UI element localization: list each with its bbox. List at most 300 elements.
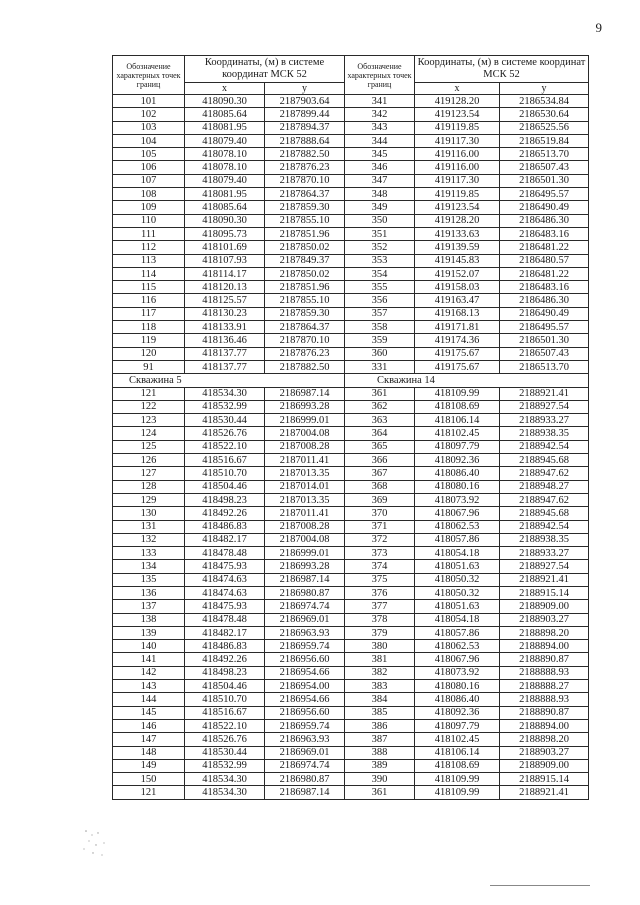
cell-x-right: 418102.45 (415, 733, 500, 746)
cell-y-left: 2187855.10 (265, 214, 345, 227)
cell-point-right: 382 (345, 666, 415, 679)
cell-x-left: 418532.99 (185, 400, 265, 413)
cell-point-left: 107 (113, 174, 185, 187)
table-row (113, 241, 589, 254)
cell-x-left: 418079.40 (185, 134, 265, 147)
cell-point-left: 137 (113, 600, 185, 613)
cell-point-right: 348 (345, 188, 415, 201)
table-row (113, 267, 589, 280)
cell-point-right: 356 (345, 294, 415, 307)
cell-point-left: 102 (113, 108, 185, 121)
table-row (113, 108, 589, 121)
table-row (113, 640, 589, 653)
cell-x-left: 418475.93 (185, 560, 265, 573)
cell-y-right: 2188945.68 (500, 507, 589, 520)
cell-point-right: 345 (345, 148, 415, 161)
cell-y-right: 2188933.27 (500, 547, 589, 560)
cell-y-left: 2186999.01 (265, 547, 345, 560)
table-row (113, 95, 589, 108)
table-row (113, 254, 589, 267)
cell-point-left: 136 (113, 586, 185, 599)
cell-x-left: 418125.57 (185, 294, 265, 307)
table-row (113, 214, 589, 227)
cell-y-right: 2188890.87 (500, 706, 589, 719)
cell-point-right: 360 (345, 347, 415, 360)
table-row (113, 733, 589, 746)
cell-x-left: 418120.13 (185, 281, 265, 294)
table-row (113, 454, 589, 467)
cell-point-left: 125 (113, 440, 185, 453)
cell-point-left: 135 (113, 573, 185, 586)
cell-y-right: 2188890.87 (500, 653, 589, 666)
cell-x-right: 419119.85 (415, 188, 500, 201)
cell-point-left: 113 (113, 254, 185, 267)
header-y-right: y (500, 83, 589, 95)
cell-point-left: 126 (113, 454, 185, 467)
cell-point-left: 117 (113, 307, 185, 320)
cell-point-left: 111 (113, 227, 185, 240)
cell-point-right: 386 (345, 719, 415, 732)
header-x-right: x (415, 83, 500, 95)
cell-x-right: 418057.86 (415, 626, 500, 639)
cell-x-left: 418474.63 (185, 573, 265, 586)
cell-x-right: 419117.30 (415, 174, 500, 187)
cell-y-left: 2186974.74 (265, 759, 345, 772)
cell-x-right: 419133.63 (415, 227, 500, 240)
cell-point-right: 350 (345, 214, 415, 227)
cell-y-right: 2188938.35 (500, 427, 589, 440)
cell-y-left: 2186954.66 (265, 693, 345, 706)
cell-x-right: 419128.20 (415, 214, 500, 227)
cell-x-right: 418108.69 (415, 400, 500, 413)
cell-y-right: 2186501.30 (500, 334, 589, 347)
cell-x-right: 419145.83 (415, 254, 500, 267)
cell-y-left: 2187876.23 (265, 347, 345, 360)
cell-x-left: 418492.26 (185, 507, 265, 520)
cell-point-right: 390 (345, 773, 415, 786)
cell-point-left: 121 (113, 786, 185, 799)
cell-x-left: 418482.17 (185, 626, 265, 639)
cell-y-left: 2187855.10 (265, 294, 345, 307)
cell-x-right: 418109.99 (415, 786, 500, 799)
header-coords-right: Координаты, (м) в системе координат МСК 52 (415, 56, 589, 83)
cell-point-right: 363 (345, 414, 415, 427)
cell-x-left: 418522.10 (185, 440, 265, 453)
table-body (113, 95, 589, 800)
cell-point-right: 358 (345, 321, 415, 334)
cell-point-left: 122 (113, 400, 185, 413)
cell-point-left: 129 (113, 493, 185, 506)
cell-y-left: 2186974.74 (265, 600, 345, 613)
cell-point-left: 104 (113, 134, 185, 147)
cell-x-right: 418050.32 (415, 573, 500, 586)
table-row (113, 693, 589, 706)
cell-x-right: 419116.00 (415, 161, 500, 174)
cell-point-left: 141 (113, 653, 185, 666)
cell-x-right: 418054.18 (415, 613, 500, 626)
cell-y-left: 2187011.41 (265, 454, 345, 467)
table-row (113, 294, 589, 307)
cell-point-right: 344 (345, 134, 415, 147)
cell-point-right: 377 (345, 600, 415, 613)
cell-x-right: 419168.13 (415, 307, 500, 320)
table-row (113, 746, 589, 759)
table-row (113, 201, 589, 214)
cell-point-right: 387 (345, 733, 415, 746)
cell-x-right: 418086.40 (415, 693, 500, 706)
cell-x-left: 418526.76 (185, 733, 265, 746)
cell-point-right: 352 (345, 241, 415, 254)
cell-x-left: 418085.64 (185, 108, 265, 121)
cell-x-left: 418478.48 (185, 613, 265, 626)
cell-x-right: 419116.00 (415, 148, 500, 161)
cell-y-right: 2188898.20 (500, 626, 589, 639)
cell-y-right: 2188921.41 (500, 387, 589, 400)
cell-y-left: 2187899.44 (265, 108, 345, 121)
cell-y-left: 2186987.14 (265, 786, 345, 799)
table-row (113, 493, 589, 506)
table-row (113, 188, 589, 201)
table-row (113, 347, 589, 360)
cell-y-left: 2187859.30 (265, 201, 345, 214)
cell-y-left: 2186963.93 (265, 733, 345, 746)
table-row (113, 334, 589, 347)
cell-x-right: 419171.81 (415, 321, 500, 334)
cell-point-right: 378 (345, 613, 415, 626)
cell-x-left: 418081.95 (185, 121, 265, 134)
cell-x-left: 418504.46 (185, 480, 265, 493)
cell-y-left: 2187013.35 (265, 493, 345, 506)
cell-x-left: 418081.95 (185, 188, 265, 201)
cell-x-left: 418114.17 (185, 267, 265, 280)
cell-y-right: 2186495.57 (500, 321, 589, 334)
cell-y-right: 2186530.64 (500, 108, 589, 121)
cell-y-left: 2186959.74 (265, 640, 345, 653)
table-row (113, 706, 589, 719)
table-row (113, 680, 589, 693)
cell-x-right: 418062.53 (415, 640, 500, 653)
cell-x-left: 418516.67 (185, 706, 265, 719)
cell-y-left: 2187850.02 (265, 267, 345, 280)
cell-point-right: 368 (345, 480, 415, 493)
cell-point-left: 120 (113, 347, 185, 360)
cell-x-right: 418106.14 (415, 746, 500, 759)
table-row (113, 281, 589, 294)
table-row (113, 174, 589, 187)
cell-y-right: 2186486.30 (500, 214, 589, 227)
cell-y-right: 2186480.57 (500, 254, 589, 267)
cell-point-left: 144 (113, 693, 185, 706)
cell-point-right: 361 (345, 786, 415, 799)
cell-y-right: 2186483.16 (500, 227, 589, 240)
cell-point-right: 365 (345, 440, 415, 453)
cell-point-left: 118 (113, 321, 185, 334)
subheader-right: Скважина 14 (345, 374, 589, 387)
table-row (113, 586, 589, 599)
table-row (113, 387, 589, 400)
cell-y-left: 2187859.30 (265, 307, 345, 320)
cell-y-left: 2186956.60 (265, 706, 345, 719)
scan-marks (78, 825, 138, 865)
cell-x-left: 418478.48 (185, 547, 265, 560)
bottom-rule (490, 885, 590, 886)
cell-x-left: 418510.70 (185, 467, 265, 480)
table-row (113, 148, 589, 161)
cell-y-left: 2186987.14 (265, 387, 345, 400)
cell-point-right: 357 (345, 307, 415, 320)
cell-y-right: 2186513.70 (500, 360, 589, 373)
cell-point-right: 385 (345, 706, 415, 719)
cell-y-right: 2188915.14 (500, 586, 589, 599)
cell-y-right: 2188948.27 (500, 480, 589, 493)
cell-x-right: 418102.45 (415, 427, 500, 440)
cell-y-left: 2186954.00 (265, 680, 345, 693)
cell-y-left: 2186987.14 (265, 573, 345, 586)
cell-x-right: 419152.07 (415, 267, 500, 280)
cell-y-right: 2186507.43 (500, 347, 589, 360)
table-row (113, 480, 589, 493)
cell-y-left: 2187894.37 (265, 121, 345, 134)
cell-y-left: 2187903.64 (265, 95, 345, 108)
cell-y-right: 2188927.54 (500, 560, 589, 573)
cell-y-right: 2186507.43 (500, 161, 589, 174)
cell-y-right: 2188894.00 (500, 640, 589, 653)
cell-point-right: 383 (345, 680, 415, 693)
cell-y-left: 2187013.35 (265, 467, 345, 480)
header-coords-left: Координаты, (м) в системе координат МСК 52 (185, 56, 345, 83)
cell-y-left: 2186980.87 (265, 773, 345, 786)
cell-y-right: 2188903.27 (500, 746, 589, 759)
table-row (113, 560, 589, 573)
table-row (113, 719, 589, 732)
cell-point-left: 127 (113, 467, 185, 480)
cell-point-right: 374 (345, 560, 415, 573)
cell-y-right: 2186490.49 (500, 307, 589, 320)
table-row (113, 427, 589, 440)
cell-y-right: 2186486.30 (500, 294, 589, 307)
cell-y-right: 2186483.16 (500, 281, 589, 294)
cell-y-left: 2186969.01 (265, 746, 345, 759)
cell-x-right: 418051.63 (415, 560, 500, 573)
cell-x-left: 418534.30 (185, 773, 265, 786)
cell-y-right: 2188947.62 (500, 493, 589, 506)
cell-point-left: 114 (113, 267, 185, 280)
cell-y-left: 2187849.37 (265, 254, 345, 267)
cell-y-left: 2186956.60 (265, 653, 345, 666)
cell-x-left: 418516.67 (185, 454, 265, 467)
cell-y-right: 2188942.54 (500, 520, 589, 533)
cell-point-right: 379 (345, 626, 415, 639)
cell-y-left: 2187014.01 (265, 480, 345, 493)
cell-y-left: 2186993.28 (265, 560, 345, 573)
cell-point-left: 143 (113, 680, 185, 693)
cell-point-right: 376 (345, 586, 415, 599)
cell-x-left: 418498.23 (185, 493, 265, 506)
table-row (113, 613, 589, 626)
cell-y-left: 2186969.01 (265, 613, 345, 626)
cell-x-right: 418080.16 (415, 680, 500, 693)
table-row (113, 573, 589, 586)
cell-y-left: 2186999.01 (265, 414, 345, 427)
cell-y-left: 2187011.41 (265, 507, 345, 520)
cell-point-right: 371 (345, 520, 415, 533)
cell-x-right: 419175.67 (415, 360, 500, 373)
cell-point-right: 342 (345, 108, 415, 121)
cell-x-left: 418510.70 (185, 693, 265, 706)
cell-point-right: 347 (345, 174, 415, 187)
table-row (113, 134, 589, 147)
cell-x-right: 418092.36 (415, 454, 500, 467)
cell-point-left: 146 (113, 719, 185, 732)
cell-y-left: 2187870.10 (265, 334, 345, 347)
cell-y-right: 2186481.22 (500, 241, 589, 254)
cell-y-right: 2186495.57 (500, 188, 589, 201)
cell-point-left: 103 (113, 121, 185, 134)
table-row (113, 321, 589, 334)
cell-point-right: 367 (345, 467, 415, 480)
cell-x-left: 418085.64 (185, 201, 265, 214)
cell-x-left: 418498.23 (185, 666, 265, 679)
table-row (113, 307, 589, 320)
cell-point-left: 130 (113, 507, 185, 520)
cell-x-right: 418086.40 (415, 467, 500, 480)
cell-x-left: 418526.76 (185, 427, 265, 440)
cell-point-left: 128 (113, 480, 185, 493)
cell-point-left: 149 (113, 759, 185, 772)
cell-x-right: 418073.92 (415, 666, 500, 679)
cell-y-right: 2188903.27 (500, 613, 589, 626)
cell-point-right: 389 (345, 759, 415, 772)
table-row (113, 121, 589, 134)
cell-y-right: 2188909.00 (500, 759, 589, 772)
cell-point-right: 331 (345, 360, 415, 373)
cell-point-right: 381 (345, 653, 415, 666)
cell-point-left: 133 (113, 547, 185, 560)
cell-x-right: 418097.79 (415, 440, 500, 453)
cell-y-left: 2186954.66 (265, 666, 345, 679)
cell-x-right: 418050.32 (415, 586, 500, 599)
cell-x-left: 418486.83 (185, 640, 265, 653)
cell-x-left: 418101.69 (185, 241, 265, 254)
table-row (113, 759, 589, 772)
cell-x-right: 419174.36 (415, 334, 500, 347)
page-number: 9 (595, 20, 602, 35)
cell-point-left: 147 (113, 733, 185, 746)
cell-x-right: 418073.92 (415, 493, 500, 506)
cell-x-right: 419123.54 (415, 201, 500, 214)
cell-x-right: 419117.30 (415, 134, 500, 147)
cell-point-right: 343 (345, 121, 415, 134)
cell-x-right: 418097.79 (415, 719, 500, 732)
cell-y-right: 2188942.54 (500, 440, 589, 453)
cell-x-left: 418492.26 (185, 653, 265, 666)
cell-point-left: 138 (113, 613, 185, 626)
cell-x-left: 418532.99 (185, 759, 265, 772)
cell-y-right: 2186481.22 (500, 267, 589, 280)
cell-x-left: 418090.30 (185, 214, 265, 227)
cell-y-left: 2187008.28 (265, 440, 345, 453)
cell-x-right: 418057.86 (415, 533, 500, 546)
table-row (113, 400, 589, 413)
cell-point-left: 142 (113, 666, 185, 679)
header-x-left: x (185, 83, 265, 95)
cell-x-right: 418067.96 (415, 507, 500, 520)
cell-y-left: 2187004.08 (265, 533, 345, 546)
cell-x-right: 418109.99 (415, 773, 500, 786)
header-point-left: Обозначение характерных точек границ (113, 56, 185, 95)
cell-x-left: 418137.77 (185, 347, 265, 360)
cell-point-right: 388 (345, 746, 415, 759)
cell-x-right: 419163.47 (415, 294, 500, 307)
cell-x-left: 418078.10 (185, 161, 265, 174)
cell-point-left: 106 (113, 161, 185, 174)
table-row (113, 653, 589, 666)
cell-y-right: 2188921.41 (500, 573, 589, 586)
cell-point-left: 115 (113, 281, 185, 294)
table-row (113, 520, 589, 533)
table-row (113, 600, 589, 613)
cell-y-left: 2186959.74 (265, 719, 345, 732)
cell-point-left: 116 (113, 294, 185, 307)
cell-x-left: 418534.30 (185, 786, 265, 799)
table-row (113, 360, 589, 373)
cell-y-right: 2188945.68 (500, 454, 589, 467)
header-y-left: y (265, 83, 345, 95)
cell-x-left: 418107.93 (185, 254, 265, 267)
cell-x-left: 418534.30 (185, 387, 265, 400)
cell-y-left: 2187864.37 (265, 188, 345, 201)
cell-y-right: 2186513.70 (500, 148, 589, 161)
cell-point-right: 361 (345, 387, 415, 400)
table-row (113, 626, 589, 639)
cell-x-right: 418080.16 (415, 480, 500, 493)
cell-x-right: 418067.96 (415, 653, 500, 666)
cell-point-right: 349 (345, 201, 415, 214)
cell-x-left: 418522.10 (185, 719, 265, 732)
table-row (113, 507, 589, 520)
subheader-row (113, 374, 589, 387)
cell-point-right: 380 (345, 640, 415, 653)
cell-y-left: 2186980.87 (265, 586, 345, 599)
cell-point-left: 140 (113, 640, 185, 653)
cell-y-left: 2187876.23 (265, 161, 345, 174)
cell-point-left: 123 (113, 414, 185, 427)
cell-point-right: 359 (345, 334, 415, 347)
cell-y-right: 2188894.00 (500, 719, 589, 732)
cell-y-left: 2186993.28 (265, 400, 345, 413)
cell-y-right: 2186501.30 (500, 174, 589, 187)
table-row (113, 533, 589, 546)
cell-x-right: 419139.59 (415, 241, 500, 254)
table-row (113, 786, 589, 799)
cell-point-left: 112 (113, 241, 185, 254)
cell-y-left: 2187882.50 (265, 360, 345, 373)
cell-x-right: 419119.85 (415, 121, 500, 134)
cell-point-left: 109 (113, 201, 185, 214)
cell-x-left: 418486.83 (185, 520, 265, 533)
cell-x-left: 418137.77 (185, 360, 265, 373)
cell-y-right: 2188888.27 (500, 680, 589, 693)
cell-point-left: 91 (113, 360, 185, 373)
table-row (113, 547, 589, 560)
cell-point-right: 354 (345, 267, 415, 280)
cell-y-left: 2187008.28 (265, 520, 345, 533)
cell-y-left: 2187850.02 (265, 241, 345, 254)
cell-y-right: 2188898.20 (500, 733, 589, 746)
cell-x-right: 419175.67 (415, 347, 500, 360)
table-header-row (113, 56, 589, 83)
cell-point-right: 364 (345, 427, 415, 440)
